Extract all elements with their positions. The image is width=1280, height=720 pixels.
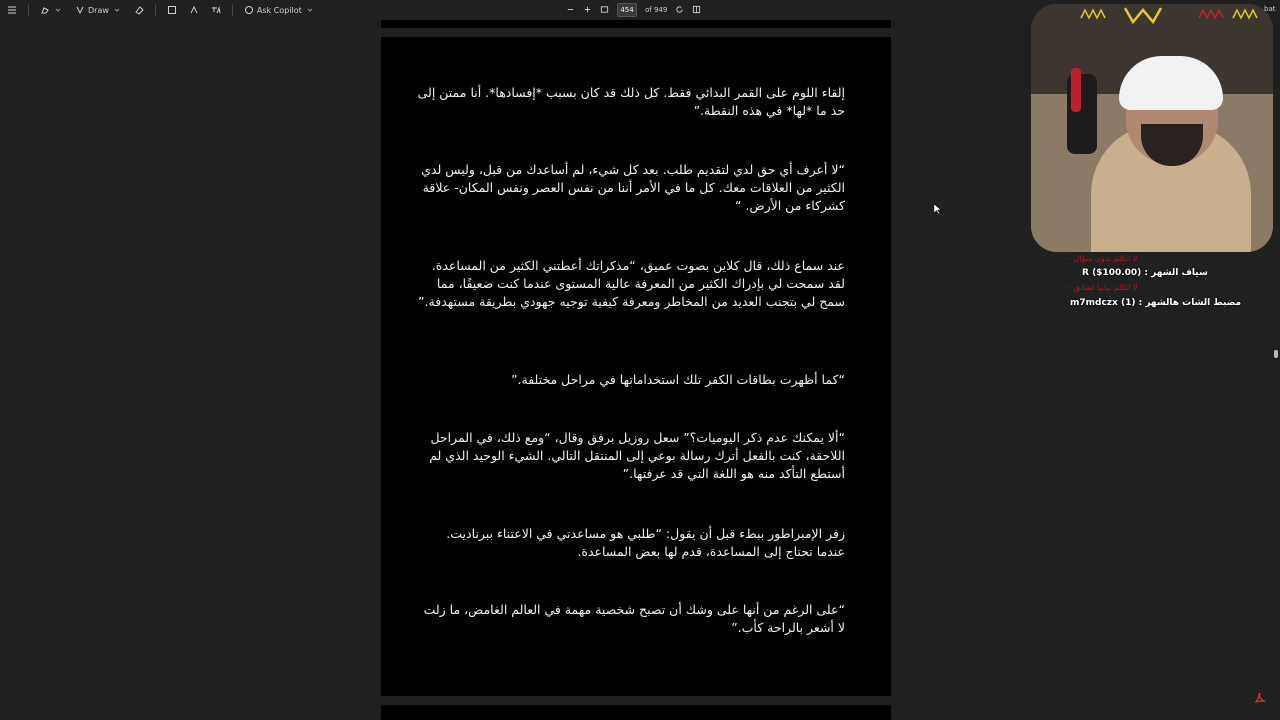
pdf-page bbox=[381, 37, 891, 696]
textbox-icon bbox=[167, 5, 177, 15]
eraser-button[interactable] bbox=[131, 3, 147, 17]
eraser-icon bbox=[134, 5, 144, 15]
draw-tool[interactable] bbox=[72, 3, 125, 17]
fit-page-button[interactable] bbox=[600, 5, 609, 16]
paragraph: “ألا يمكنك عدم ذكر اليوميات؟” سعل روزيل برفق وقال، “ومع ذلك، في المراحل اللاحقة، كنت بالفعل أترك رسالة بوعي إلى المنتقل التالي. الشيء الوحيد الذي لم أستطع التأكد منه هو اللغة التي قد عرفتها.” bbox=[429, 430, 845, 481]
paragraph: زفر الإمبراطور ببطء قبل أن يقول: “طلبي هو مساعدتي في الاعتناء ببرناديت. عندما تحتاج إلى المساعدة، قدم لها بعض المساعدة. bbox=[446, 526, 845, 559]
textbox-button[interactable] bbox=[164, 3, 180, 17]
paragraph: “كما أظهرت بطاقات الكفر تلك استخداماتها في مراحل مختلفة.” bbox=[511, 372, 845, 387]
highlighter-icon bbox=[40, 5, 50, 15]
corner-tag: bat bbox=[1264, 5, 1276, 13]
chevron-down-icon bbox=[305, 5, 315, 15]
overlay-red-notice: لا اتكلم بيانيا لشاتق - bbox=[1068, 283, 1138, 292]
paragraph: إلقاء اللوم على القمر البدائي فقط. كل ذلك قد كان بسبب *إفسادها*. أنا ممتن إلى حد ما *لها* في هذه النقطة.” bbox=[417, 85, 845, 118]
ask-copilot-button[interactable] bbox=[241, 3, 318, 17]
read-aloud-button[interactable] bbox=[186, 3, 202, 17]
next-page-edge bbox=[381, 705, 891, 720]
webcam-overlay bbox=[1031, 4, 1276, 252]
zoom-out-button[interactable] bbox=[566, 5, 575, 16]
mouse-cursor-icon bbox=[934, 204, 942, 214]
pdf-app-icon[interactable] bbox=[1254, 692, 1266, 704]
scrollbar-thumb[interactable] bbox=[1274, 350, 1278, 358]
page-number-input[interactable]: 454 bbox=[617, 3, 637, 17]
badge-icon bbox=[1197, 6, 1227, 22]
previous-page-edge bbox=[381, 20, 891, 28]
translate-icon bbox=[211, 5, 221, 15]
top-supporter-label: سياف الشهر : R ($100.00) bbox=[1082, 268, 1208, 278]
microphone-accent bbox=[1071, 68, 1081, 112]
rotate-button[interactable] bbox=[675, 5, 684, 16]
toolbar-divider bbox=[28, 4, 29, 16]
paragraph: “لا أعرف أي حق لدي لتقديم طلب. بعد كل شيء، لم أساعدك من قبل، وليس لدي الكثير من العلاقات معك. كل ما في الأمر أننا من نفس العصر ونفس المكان- علاقة كشركاء من الأرض. “ bbox=[421, 162, 845, 213]
highlight-tool[interactable] bbox=[37, 3, 66, 17]
plus-icon bbox=[583, 5, 592, 14]
rotate-icon bbox=[675, 5, 684, 14]
chevron-down-icon bbox=[112, 5, 122, 15]
page-total: of 949 bbox=[645, 6, 668, 14]
fit-page-icon bbox=[600, 5, 609, 14]
toolbar-divider bbox=[155, 4, 156, 16]
page-navigation bbox=[566, 3, 701, 17]
crown-icon bbox=[1121, 4, 1165, 24]
paragraph: عند سماع ذلك، قال كلاين بصوت عميق، “مذكراتك أعطتني الكثير من المساعدة. لقد سمحت لي بإدراك الكثير من المعرفة عالية المستوى عندما كنت ضعيفًا، مما سمح لي بتجنب العديد من المخاطر ومعرفة كيفية توجيه جهودي بطريقة مستهدفة.” bbox=[418, 258, 845, 309]
list-icon[interactable] bbox=[4, 3, 20, 17]
read-aloud-icon bbox=[189, 5, 199, 15]
chat-leader-label: مضبط الشات هالشهر : m7mdczx (1) bbox=[1070, 298, 1242, 308]
paragraph: “على الرغم من أنها على وشك أن تصبح شخصية مهمة في العالم الغامض، ما زلت لا أشعر بالراحة كأب.” bbox=[423, 602, 845, 635]
page-view-icon bbox=[692, 5, 701, 14]
minus-icon bbox=[566, 5, 575, 14]
chevron-down-icon bbox=[53, 5, 63, 15]
toolbar-divider bbox=[232, 4, 233, 16]
page-view-button[interactable] bbox=[692, 5, 701, 16]
overlay-red-notice: لا اتكلم بدون سؤال - bbox=[1068, 254, 1138, 263]
copilot-icon bbox=[244, 5, 254, 15]
zoom-in-button[interactable] bbox=[583, 5, 592, 16]
badge-icon bbox=[1079, 6, 1109, 22]
translate-button[interactable] bbox=[208, 3, 224, 17]
ask-copilot-label: Ask Copilot bbox=[256, 5, 302, 15]
badge-icon bbox=[1231, 6, 1261, 22]
draw-icon bbox=[75, 5, 85, 15]
draw-label: Draw bbox=[88, 5, 109, 15]
